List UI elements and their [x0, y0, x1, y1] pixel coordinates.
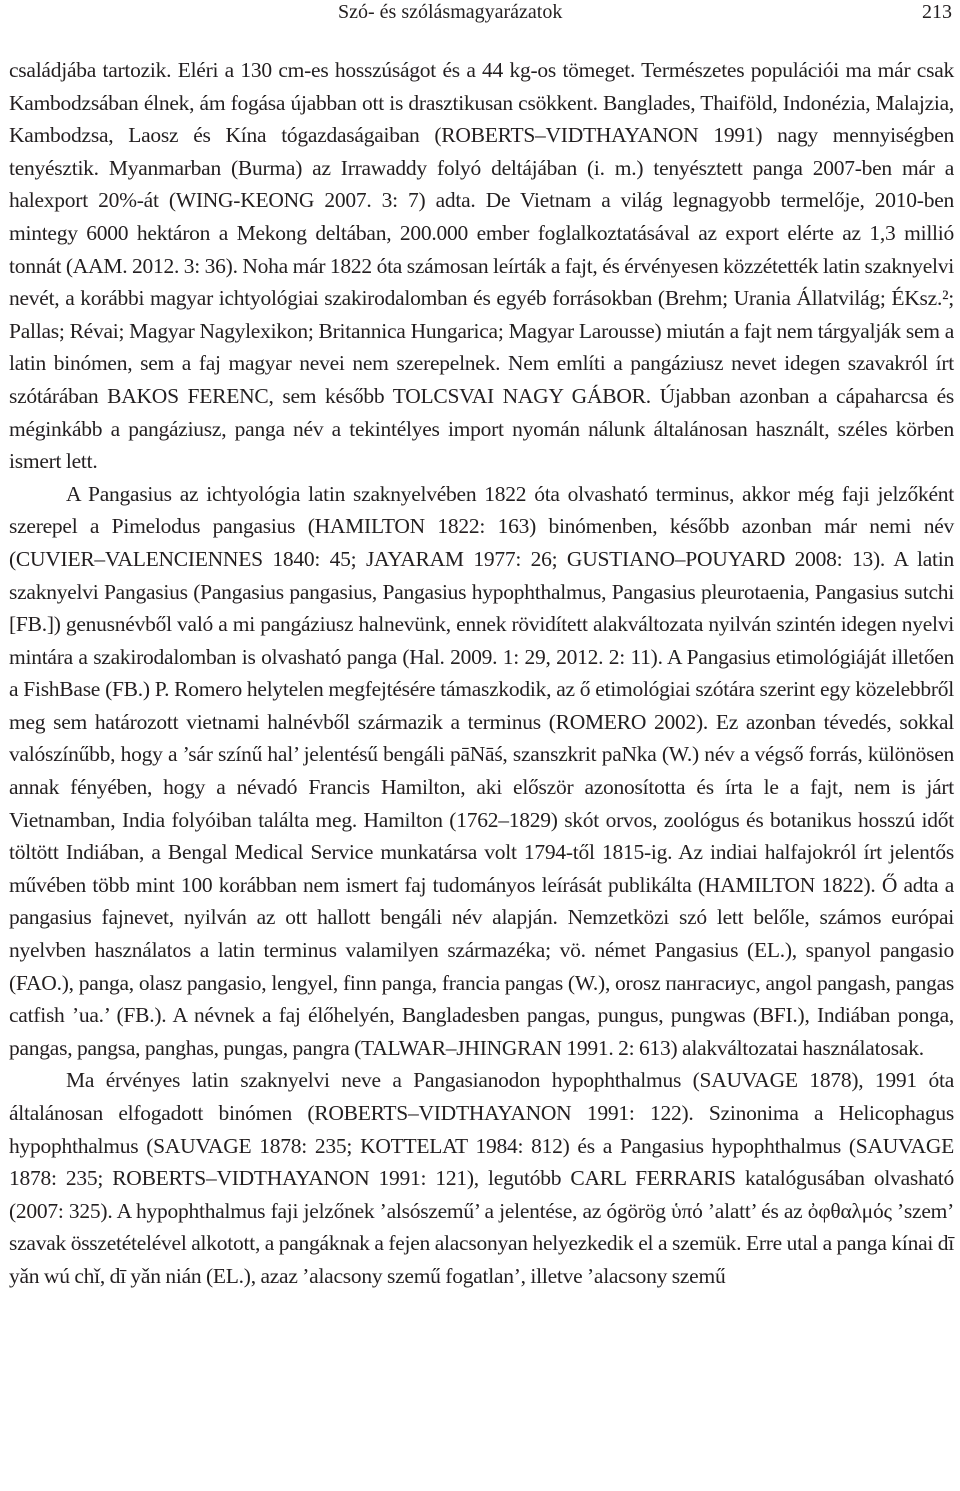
running-head: Szó- és szólásmagyarázatok	[338, 1, 563, 23]
body-text	[9, 54, 954, 1293]
paragraph: A Pangasius az ichtyológia latin szaknyelvében 1822 óta olvasható terminus, akkor még faji jelzőként szerepel a Pimelodus pangasius (HAMILTON 1822: 163) binómenben, később azonban már nemi név (CUVIER–VALENCIENNES 1840: 45; JAYARAM 1977: 26; GUSTIANO–POUYARD 2008: 13). A latin szaknyelvi Pangasius (Pangasius pangasius, Pangasius hypophthalmus, Pangasius pleurotaenia, Pangasius sutchi [FB.]) genusnévből való a mi pangáziusz halnevünk, ennek rövidített alakváltozata nyilván szintén idegen nyelvi mintára a szakirodalomban is olvasható panga (Hal. 2009. 1: 29, 2012. 2: 11). A Pangasius etimológiáját illetően a FishBase (FB.) P. Romero helytelen megfejtésére támaszkodik, az ő etimológiai szótára szerint egy közelebbről meg sem határozott vietnami halnévből származik a terminus (ROMERO 2002). Ez azonban tévedés, sokkal valószínűbb, hogy a ’sár színű hal’ jelentésű bengáli pāNāś, szanszkrit paNka (W.) név a végső forrás, különösen annak fényében, hogy a névadó Francis Hamilton, aki először azonosította és írta le a fajt, nem is járt Vietnamban, India folyóiban találta meg. Hamilton (1762–1829) skót orvos, zoológus és botanikus hosszú időt töltött Indiában, a Bengal Medical Service munkatársa volt 1794-től 1815-ig. Az indiai halfajokról írt jelentős művében több mint 100 korábban nem ismert faj tudományos leírását publikálta (HAMILTON 1822). Ő adta a pangasius fajnevet, nyilván az ott hallott bengáli név alapján. Nemzetközi szó lett belőle, számos európai nyelvben használatos a latin terminus valamilyen származéka; vö. német Pangasius (EL.), spanyol pangasio (FAO.), panga, olasz pangasio, lengyel, finn panga, francia pangas (W.), orosz пангасиус, angol pangash, pangas catfish ’ua.’ (FB.). A névnek a faj élőhelyén, Bangladesben pangas, pungus, pungwas (BFI.), Indiában ponga, pangas, pangsa, panghas, pungas, pangra (TALWAR–JHINGRAN 1991. 2: 613) alakváltozatai használatosak.	[9, 481, 954, 1060]
page-number: 213	[922, 1, 952, 23]
paragraph: Ma érvényes latin szaknyelvi neve a Pangasianodon hypophthalmus (SAUVAGE 1878), 1991 óta általánosan elfogadott binómen (ROBERTS–VIDTHAYANON 1991: 122). Szinonima a Helicophagus hypophthalmus (SAUVAGE 1878: 235; KOTTELAT 1984: 812) és a Pangasius hypophthalmus (SAUVAGE 1878: 235; ROBERTS–VIDTHAYANON 1991: 121), legutóbb CARL FERRARIS katalógusában olvasható (2007: 325). A hypophthalmus faji jelzőnek ’alsószemű’ a jelentése, az ógörög ὑπό ’alatt’ és az ὀφθαλμός ’szem’ szavak összetételével alkotott, a pangáknak a fejen alacsonyan helyezkedik el a szemük. Erre utal a panga kínai dī yǎn wú chǐ, dī yǎn nián (EL.), azaz ’alacsony szemű fogatlan’, illetve ’alacsony szemű	[9, 1068, 954, 1288]
paragraph: családjába tartozik. Eléri a 130 cm-es hosszúságot és a 44 kg-os tömeget. Természetes populációi ma már csak Kambodzsában élnek, ám fogása újabban ott is drasztikusan csökkent. Banglades, Thaiföld, Indonézia, Malajzia, Kambodzsa, Laosz és Kína tógazdaságaiban (ROBERTS–VIDTHAYANON 1991) nagy mennyiségben tenyésztik. Myanmarban (Burma) az Irrawaddy folyó deltájában (i. m.) tenyésztett panga 2007-ben már a halexport 20%-át (WING-KEONG 2007. 3: 7) adta. De Vietnam a világ legnagyobb termelője, 2010-ben mintegy 6000 hektáron a Mekong deltában, 200.000 ember foglalkoztatásával az export elérte az 1,3 millió tonnát (AAM. 2012. 3: 36). Noha már 1822 óta számosan leírták a fajt, és érvényesen közzétették latin szaknyelvi nevét, a korábbi magyar ichtyológiai szakirodalomban és egyéb forrásokban (Brehm; Urania Állatvilág; ÉKsz.²; Pallas; Révai; Magyar Nagylexikon; Britannica Hungarica; Magyar Larousse) miután a fajt nem tárgyalják sem a latin binómen, sem a faj magyar nevei nem szerepelnek. Nem említi a pangáziusz nevet idegen szavakról írt szótárában BAKOS FERENC, sem később TOLCSVAI NAGY GÁBOR. Újabban azonban a cápaharcsa és méginkább a pangáziusz, panga név a tekintélyes import nyomán nálunk általánosan használt, széles körben ismert lett.	[9, 58, 954, 474]
page-header	[0, 0, 960, 24]
